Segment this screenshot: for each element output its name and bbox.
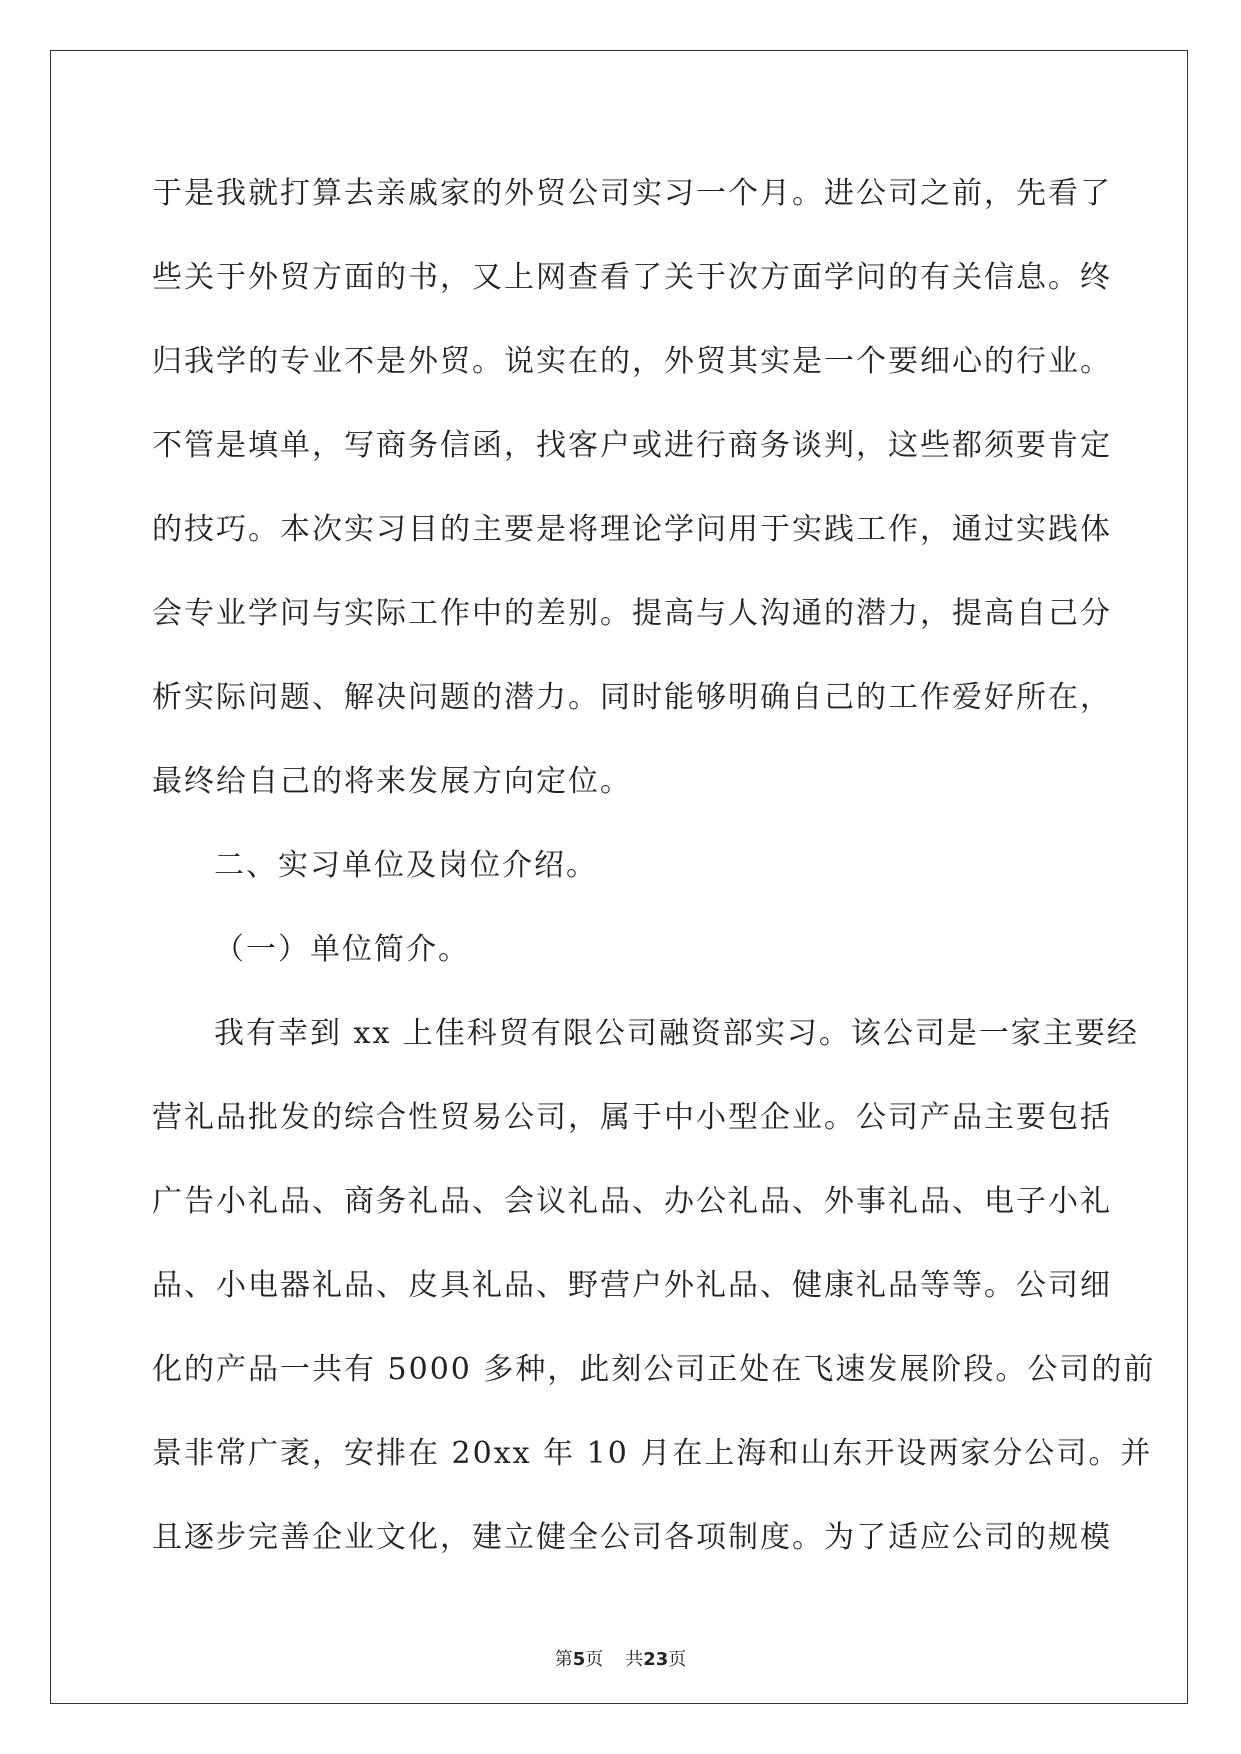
text-line: 营礼品批发的综合性贸易公司，属于中小型企业。公司产品主要包括 (152, 1100, 1112, 1135)
total-prefix: 共 (625, 1649, 644, 1670)
text-line: 归我学的专业不是外贸。说实在的，外贸其实是一个要细心的行业。 (152, 344, 1112, 379)
total-pages: 23 (643, 1649, 669, 1670)
text-line: 化的产品一共有 5000 多种，此刻公司正处在飞速发展阶段。公司的前 (152, 1352, 1156, 1387)
page-prefix: 第 (554, 1649, 573, 1670)
page-number: 5 (572, 1649, 586, 1670)
text-line: 最终给自己的将来发展方向定位。 (152, 764, 632, 799)
text-line: 些关于外贸方面的书，又上网查看了关于次方面学问的有关信息。终 (152, 260, 1112, 295)
text-line: 品、小电器礼品、皮具礼品、野营户外礼品、健康礼品等等。公司细 (152, 1268, 1112, 1303)
text-line: 的技巧。本次实习目的主要是将理论学问用于实践工作，通过实践体 (152, 512, 1112, 547)
section-heading: 二、实习单位及岗位介绍。 (214, 848, 598, 883)
text-line: 且逐步完善企业文化，建立健全公司各项制度。为了适应公司的规模 (152, 1520, 1112, 1555)
page-suffix: 页 (585, 1649, 604, 1670)
text-line: 我有幸到 xx 上佳科贸有限公司融资部实习。该公司是一家主要经 (214, 1016, 1139, 1051)
text-line: 广告小礼品、商务礼品、会议礼品、办公礼品、外事礼品、电子小礼 (152, 1184, 1112, 1219)
total-suffix: 页 (668, 1649, 687, 1670)
page-footer (0, 1645, 1241, 1671)
text-line: 于是我就打算去亲戚家的外贸公司实习一个月。进公司之前，先看了 (152, 176, 1112, 211)
text-line: 会专业学问与实际工作中的差别。提高与人沟通的潜力，提高自己分 (152, 596, 1112, 631)
text-line: 析实际问题、解决问题的潜力。同时能够明确自己的工作爱好所在， (152, 680, 1112, 715)
text-line: 景非常广袤，安排在 20xx 年 10 月在上海和山东开设两家分公司。并 (152, 1436, 1153, 1471)
text-line: 不管是填单，写商务信函，找客户或进行商务谈判，这些都须要肯定 (152, 428, 1112, 463)
subsection-heading: （一）单位简介。 (214, 932, 470, 967)
document-body (152, 152, 1156, 1580)
